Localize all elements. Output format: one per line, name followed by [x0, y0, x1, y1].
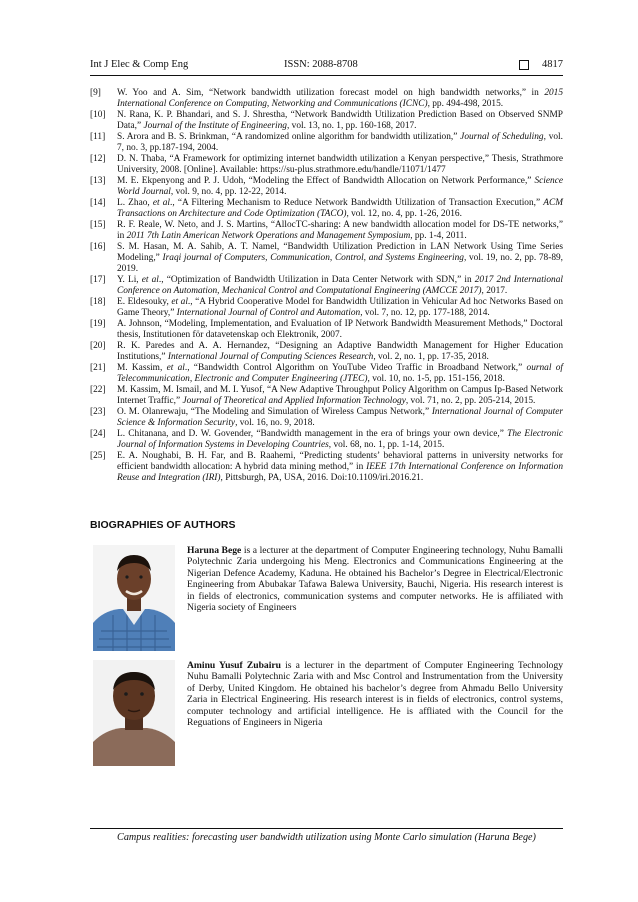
author-photo-2	[93, 660, 175, 766]
running-header	[90, 57, 563, 75]
reference-item	[90, 451, 563, 484]
reference-number: [25]	[90, 451, 106, 461]
reference-item	[90, 319, 563, 341]
reference-number: [20]	[90, 341, 106, 351]
reference-text: M. Kassim, et al., “Bandwidth Control Algorithm on YouTube Video Traffic in Broadband Network,” ournal of Telecommunication, Electronic and Computer Engineering (JTEC), vol. 10, no. 1-5, pp. 151-156, 2018.	[117, 363, 563, 384]
reference-text: R. K. Paredes and A. A. Hernandez, “Designing an Adaptive Bandwidth Management for Higher Education Institutions,” International Journal of Computing Sciences Research, vol. 2, no. 1, pp. 17-35, 2018.	[117, 341, 563, 362]
reference-item	[90, 275, 563, 297]
reference-item	[90, 341, 563, 363]
reference-text: E. A. Noughabi, B. H. Far, and B. Raahemi, “Predicting students’ behavioral patterns in university networks for efficient bandwidth allocation: A hybrid data mining method,” in IEEE 17th International Conference on Information Reuse and Integration (IRI), Pittsburgh, PA, USA, 2016. Doi:10.1109/iri.2016.21.	[117, 451, 563, 483]
reference-item	[90, 429, 563, 451]
reference-item	[90, 242, 563, 275]
reference-number: [14]	[90, 198, 106, 208]
reference-number: [23]	[90, 407, 106, 417]
reference-text: S. M. Hasan, M. A. Sahib, A. T. Namel, “Bandwidth Utilization Prediction in LAN Network Using Time Series Modeling,” Iraqi journal of Computers, Communication, Control, and Systems Engineering, vol. 19, no. 2, pp. 78-89, 2019.	[117, 242, 564, 274]
reference-item	[90, 176, 563, 198]
reference-text: S. Arora and B. S. Brinkman, “A randomized online algorithm for bandwidth utilization,” Journal of Scheduling, vol. 7, no. 3, pp.187-194, 2004.	[117, 132, 563, 153]
author-description-2: is a lecturer in the department of Computer Engineering Technology Nuhu Bamalli Polytechnic Zaria with and Msc Control and Instrumentation from the University of Derby, United Kingdom. He obtained his bachelor’s degree from Ahmadu Bello University Zaria in Electrical Engineering. His research interest is in fields of electronics, control systems, computer technology and artificial intelligence. He is affliated with the Council for the Reguations of Engineers in Nigeria	[187, 660, 563, 729]
reference-item	[90, 88, 563, 110]
reference-item	[90, 297, 563, 319]
reference-number: [15]	[90, 220, 106, 230]
reference-item	[90, 132, 563, 154]
reference-item	[90, 110, 563, 132]
author-name-1: Haruna Bege	[187, 545, 242, 556]
reference-text: L. Chitanana, and D. W. Govender, “Bandwidth management in the era of brings your own device,” The Electronic Journal of Information Systems in Developing Countries, vol. 68, no. 1, pp. 1-14, 2015.	[117, 429, 563, 450]
reference-number: [16]	[90, 242, 106, 252]
reference-text: W. Yoo and A. Sim, “Network bandwidth utilization forecast model on high bandwidth networks,” in 2015 International Conference on Computing, Networking and Communications (ICNC), pp. 494-498, 2015.	[117, 88, 563, 109]
reference-item	[90, 154, 563, 176]
reference-item	[90, 363, 563, 385]
checkbox-square-icon	[519, 60, 529, 70]
reference-item	[90, 385, 563, 407]
running-footer: Campus realities: forecasting user bandwidth utilization using Monte Carlo simulation (Haruna Bege)	[117, 832, 536, 843]
reference-item	[90, 220, 563, 242]
author-bio-2	[90, 660, 563, 768]
reference-text: M. E. Ekpenyong and P. J. Udoh, “Modeling the Effect of Bandwidth Allocation on Network Performance,” Science World Journal, vol. 9, no. 4, pp. 12-22, 2014.	[117, 176, 563, 197]
reference-number: [19]	[90, 319, 106, 329]
reference-number: [12]	[90, 154, 106, 164]
reference-text: Y. Li, et al., “Optimization of Bandwidth Utilization in Data Center Network with SDN,” in 2017 2nd International Conference on Automation, Mechanical Control and Computational Engineering (AMCCE 2017), 2017.	[117, 275, 563, 296]
author-description-1: is a lecturer at the department of Computer Engineering technology, Nuhu Bamalli Polytechnic Zaria undergoing his Meng. Electronics and Communications Engineering at the Nigerian Defence Academy, Kaduna. He obtained his Bachelor’s Degree in Electrical/Electronic Engineering from Abubakar Tafawa Balewa University, Bauchi, Nigeria. His research interest is in fields of electronics, communication systems and computer networks. He is affiliated with Nigeria society of Engineers	[187, 545, 563, 614]
reference-text: D. N. Thaba, “A Framework for optimizing internet bandwidth utilization a Kenyan perspective,” Thesis, Strathmore University, 2008. [Online]. Available: https://su-plus.strathmore.edu/handle/11071/1477	[117, 154, 563, 175]
reference-text: M. Kassim, M. Ismail, and M. I. Yusof, “A New Adaptive Throughput Policy Algorithm on Campus Ip-Based Network Internet Traffic,” Journal of Theoretical and Applied Information Technology, vol. 71, no. 2, pp. 205-214, 2015.	[117, 385, 563, 406]
reference-item	[90, 407, 563, 429]
page-number: 4817	[542, 59, 563, 70]
biographies-heading: BIOGRAPHIES OF AUTHORS	[90, 519, 236, 531]
author-photo-1	[93, 545, 175, 651]
reference-text: R. F. Reale, W. Neto, and J. S. Martins, “AllocTC-sharing: A new bandwidth allocation model for DS-TE networks,” in 2011 7th Latin American Network Operations and Management Symposium, pp. 1-4, 2011.	[117, 220, 563, 241]
reference-text: L. Zhao, et al., “A Filtering Mechanism to Reduce Network Bandwidth Utilization of Transaction Execution,” ACM Transactions on Architecture and Code Optimization (TACO), vol. 12, no. 4, pp. 1-26, 2016.	[117, 198, 564, 219]
reference-number: [22]	[90, 385, 106, 395]
reference-number: [18]	[90, 297, 106, 307]
reference-number: [9]	[90, 88, 101, 98]
reference-list	[90, 88, 563, 484]
reference-text: N. Rana, K. P. Bhandari, and S. J. Shrestha, “Network Bandwidth Utilization Prediction Based on Observed SNMP Data,” Journal of the Institute of Engineering, vol. 13, no. 1, pp. 160-168, 2017.	[117, 110, 563, 131]
author-bio-1	[90, 545, 563, 653]
reference-number: [11]	[90, 132, 106, 142]
journal-name: Int J Elec & Comp Eng	[90, 59, 189, 70]
footer-rule	[90, 828, 563, 829]
reference-number: [10]	[90, 110, 106, 120]
header-rule	[90, 75, 563, 76]
reference-number: [21]	[90, 363, 106, 373]
reference-number: [13]	[90, 176, 106, 186]
reference-item	[90, 198, 563, 220]
author-bio-text-2	[187, 660, 563, 728]
reference-text: E. Eldesouky, et al., “A Hybrid Cooperative Model for Bandwidth Utilization in Vehicular Ad hoc Networks Based on Game Theory,” International Journal of Control and Automation, vol. 7, no. 12, pp. 177-188, 2014.	[117, 297, 563, 318]
author-bio-text-1	[187, 545, 563, 613]
reference-number: [24]	[90, 429, 106, 439]
reference-text: A. Johnson, “Modeling, Implementation, and Evaluation of IP Network Bandwidth Measurement Methods,” Doctoral thesis, Institutionen för datavetenskap och Elektronik, 2007.	[117, 319, 563, 340]
reference-number: [17]	[90, 275, 106, 285]
issn: ISSN: 2088-8708	[284, 59, 358, 70]
reference-text: O. M. Olanrewaju, “The Modeling and Simulation of Wireless Campus Network,” International Journal of Computer Science & Information Security, vol. 16, no. 9, 2018.	[117, 407, 563, 428]
author-name-2: Aminu Yusuf Zubairu	[187, 660, 281, 671]
